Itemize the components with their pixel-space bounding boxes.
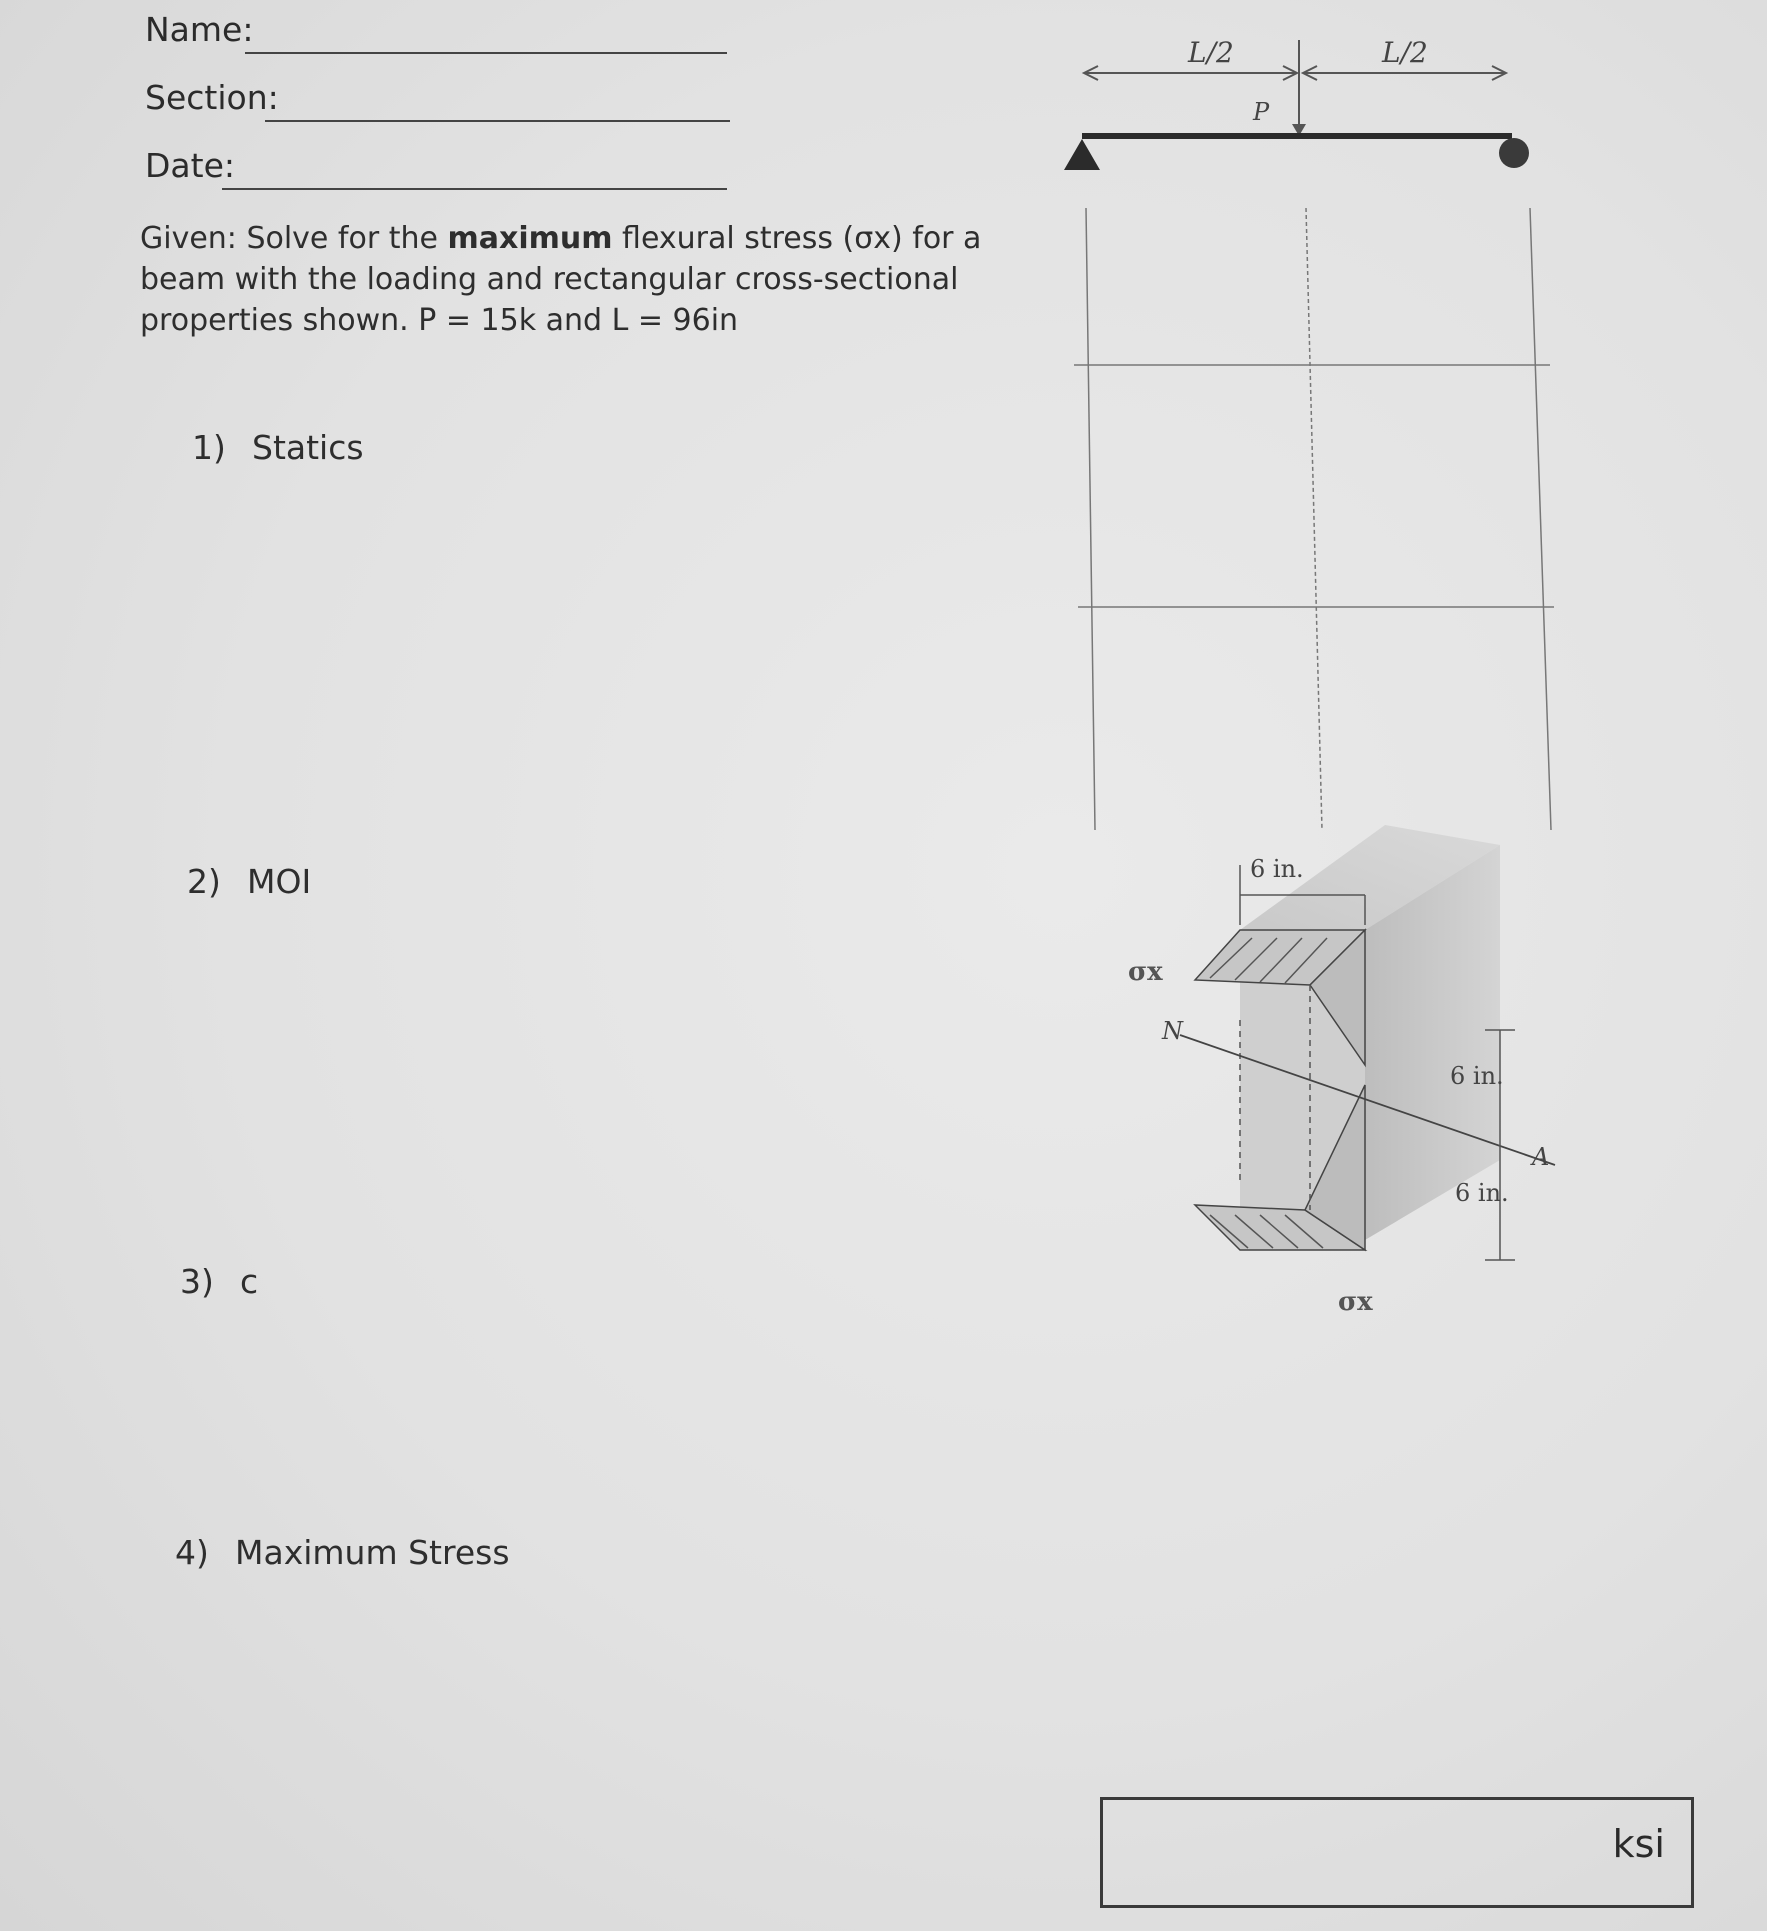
question-statics xyxy=(192,428,364,467)
question-label: c xyxy=(240,1262,259,1301)
name-field-line[interactable] xyxy=(245,52,727,54)
stress-label-top: σx xyxy=(1128,957,1163,987)
given-statement xyxy=(140,218,1040,341)
answer-unit: ksi xyxy=(1612,1822,1665,1866)
neutral-axis-a-label: A xyxy=(1532,1143,1550,1171)
section-field-line[interactable] xyxy=(265,120,730,122)
neutral-axis-n-label: N xyxy=(1162,1017,1183,1045)
roller-support-icon xyxy=(1499,138,1529,168)
given-suffix: flexural stress (σx) for a beam with the loading and rectangular cross-sectional properties shown. P = 15k and L = 96in xyxy=(140,221,982,338)
given-prefix: Given: Solve for the xyxy=(140,221,448,256)
question-label: MOI xyxy=(247,862,312,901)
lower-height-dimension-label: 6 in. xyxy=(1455,1179,1509,1207)
left-span-label: L/2 xyxy=(1188,36,1234,69)
question-c xyxy=(180,1262,258,1301)
cross-section-figure xyxy=(1100,820,1580,1340)
question-number: 4) xyxy=(175,1533,209,1572)
question-number: 1) xyxy=(192,428,226,467)
date-label: Date: xyxy=(145,146,235,185)
load-label: P xyxy=(1253,98,1270,126)
section-label: Section: xyxy=(145,78,279,117)
date-field-line[interactable] xyxy=(222,188,727,190)
question-number: 2) xyxy=(187,862,221,901)
given-emphasis: maximum xyxy=(447,221,613,256)
right-span-label: L/2 xyxy=(1382,36,1428,69)
upper-height-dimension-label: 6 in. xyxy=(1450,1062,1504,1090)
pin-support-icon xyxy=(1064,139,1100,170)
question-number: 3) xyxy=(180,1262,214,1301)
answer-box[interactable] xyxy=(1100,1797,1694,1908)
question-maximum-stress xyxy=(175,1533,510,1572)
question-label: Maximum Stress xyxy=(235,1533,510,1572)
diagram-grid xyxy=(1074,208,1554,830)
beam-diagram xyxy=(1040,20,1580,840)
width-dimension-label: 6 in. xyxy=(1250,855,1304,883)
stress-label-bottom: σx xyxy=(1338,1287,1373,1317)
question-label: Statics xyxy=(252,428,364,467)
question-moi xyxy=(187,862,311,901)
name-label: Name: xyxy=(145,10,254,49)
